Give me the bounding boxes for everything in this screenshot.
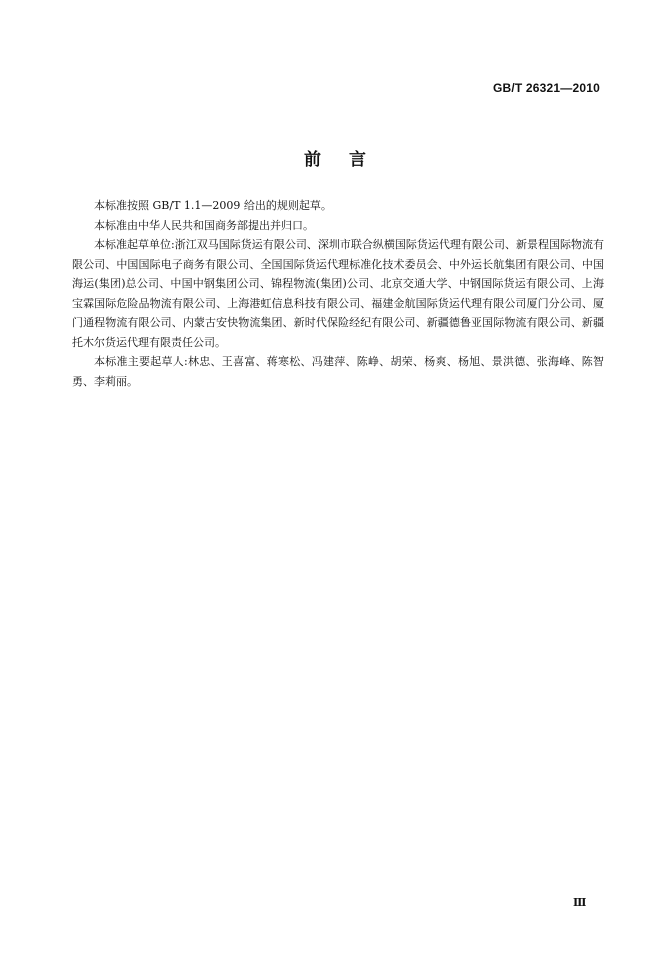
paragraph-proposer: 本标准由中华人民共和国商务部提出并归口。 <box>94 218 314 232</box>
page-title: 前言 <box>304 150 394 170</box>
page-number: Ⅲ <box>573 896 587 909</box>
paragraph-main-drafters: 本标准主要起草人:林忠、王喜富、蒋寒松、冯建萍、陈峥、胡荣、杨爽、杨旭、景洪德、张海峰、陈智勇、李莉丽。 <box>72 355 604 388</box>
standard-code: GB/T 26321—2010 <box>492 81 600 95</box>
foreword-body <box>72 196 604 391</box>
paragraph-drafting-rules: 本标准按照 GB/T 1.1—2009 给出的规则起草。 <box>94 199 332 212</box>
paragraph-drafting-units: 本标准起草单位:浙江双马国际货运有限公司、深圳市联合纵横国际货运代理有限公司、新景程国际物流有限公司、中国国际电子商务有限公司、全国国际货运代理标准化技术委员会、中外运长航集团有限公司、中国海运(集团)总公司、中国中钢集团公司、锦程物流(集团)公司、北京交通大学、中钢国际货运有限公司、上海宝霖国际危险品物流有限公司、上海港虹信息科技有限公司、福建金航国际货运代理有限公司厦门分公司、厦门通程物流有限公司、内蒙古安快物流集团、新时代保险经纪有限公司、新疆德鲁亚国际物流有限公司、新疆托木尔货运代理有限责任公司。 <box>72 238 604 349</box>
